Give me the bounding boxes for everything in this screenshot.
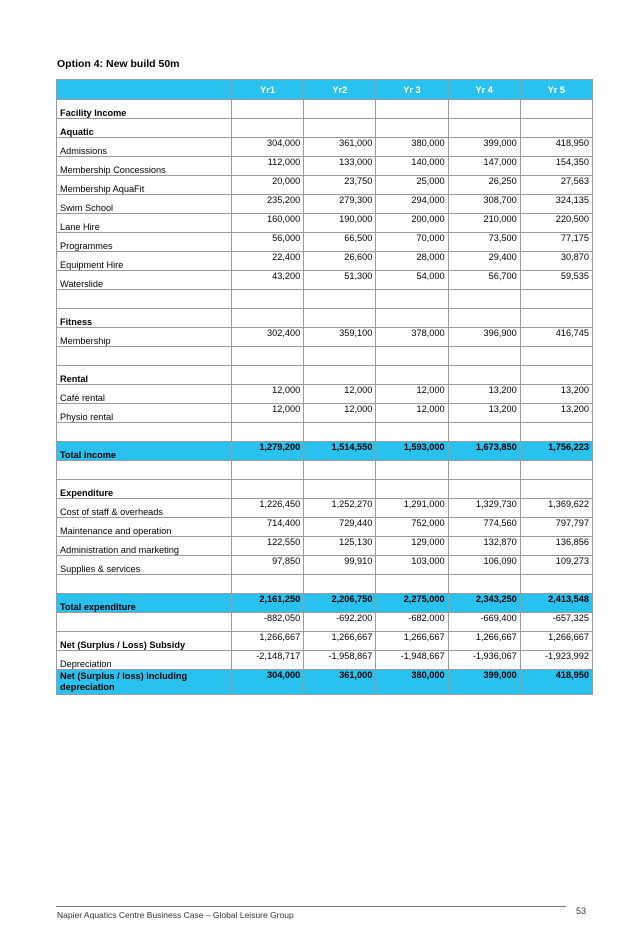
cell-year-4: 1,329,730 (448, 499, 520, 518)
table-row (57, 195, 593, 214)
cell-year-2: 23,750 (304, 176, 376, 195)
cell-year-2 (304, 423, 376, 442)
cell-year-2: 133,000 (304, 157, 376, 176)
cell-year-3: 380,000 (376, 670, 448, 695)
header-blank-cell (57, 80, 232, 100)
cell-year-3: 2,275,000 (376, 594, 448, 613)
row-label: Membership Concessions (57, 157, 232, 176)
cell-year-4: 1,673,850 (448, 442, 520, 461)
cell-year-2 (304, 290, 376, 309)
cell-year-5: 416,745 (520, 328, 592, 347)
cell-year-5: 59,535 (520, 271, 592, 290)
cell-year-3: -682,000 (376, 613, 448, 632)
cell-year-3 (376, 309, 448, 328)
table-row (57, 119, 593, 138)
cell-year-3: 380,000 (376, 138, 448, 157)
row-label: Maintenance and operation (57, 518, 232, 537)
cell-year-1: 1,226,450 (232, 499, 304, 518)
cell-year-2: 51,300 (304, 271, 376, 290)
table-row (57, 632, 593, 651)
cell-year-3: 54,000 (376, 271, 448, 290)
cell-year-1 (232, 100, 304, 119)
cell-year-5 (520, 366, 592, 385)
total-row (57, 594, 593, 613)
cell-year-1: 304,000 (232, 670, 304, 695)
cell-year-1: 112,000 (232, 157, 304, 176)
cell-year-3: 140,000 (376, 157, 448, 176)
cell-year-5 (520, 119, 592, 138)
table-row (57, 423, 593, 442)
cell-year-1: 714,400 (232, 518, 304, 537)
cell-year-1: 20,000 (232, 176, 304, 195)
cell-year-4 (448, 461, 520, 480)
cell-year-4: 132,870 (448, 537, 520, 556)
cell-year-3: 1,266,667 (376, 632, 448, 651)
table-row (57, 347, 593, 366)
cell-year-4: 308,700 (448, 195, 520, 214)
cell-year-5: 1,369,622 (520, 499, 592, 518)
table-row (57, 556, 593, 575)
row-label (57, 575, 232, 594)
cell-year-2 (304, 119, 376, 138)
row-label: Lane Hire (57, 214, 232, 233)
cell-year-3: 294,000 (376, 195, 448, 214)
row-label: Physio rental (57, 404, 232, 423)
row-label: Cost of staff & overheads (57, 499, 232, 518)
cell-year-2: 1,252,270 (304, 499, 376, 518)
cell-year-4: 396,900 (448, 328, 520, 347)
table-row (57, 100, 593, 119)
cell-year-1: 12,000 (232, 404, 304, 423)
cell-year-2: 359,100 (304, 328, 376, 347)
cell-year-3: 378,000 (376, 328, 448, 347)
row-label: Waterslide (57, 271, 232, 290)
table-row (57, 252, 593, 271)
cell-year-5: -657,325 (520, 613, 592, 632)
total-row (57, 442, 593, 461)
cell-year-2: 190,000 (304, 214, 376, 233)
cell-year-4: 210,000 (448, 214, 520, 233)
cell-year-5: 324,135 (520, 195, 592, 214)
cell-year-1: 22,400 (232, 252, 304, 271)
cell-year-1: 1,266,667 (232, 632, 304, 651)
cell-year-3: 12,000 (376, 404, 448, 423)
cell-year-5: 109,273 (520, 556, 592, 575)
cell-year-2: 66,500 (304, 233, 376, 252)
cell-year-1: 304,000 (232, 138, 304, 157)
cell-year-3: 25,000 (376, 176, 448, 195)
header-year-1: Yr1 (232, 80, 304, 100)
cell-year-2 (304, 366, 376, 385)
header-year-5: Yr 5 (520, 80, 592, 100)
cell-year-1: 43,200 (232, 271, 304, 290)
cell-year-3 (376, 480, 448, 499)
row-label (57, 461, 232, 480)
cell-year-2 (304, 309, 376, 328)
table-body (57, 100, 593, 695)
cell-year-4 (448, 347, 520, 366)
total-row (57, 670, 593, 695)
row-label: Equipment Hire (57, 252, 232, 271)
row-label: Fitness (57, 309, 232, 328)
cell-year-3: 70,000 (376, 233, 448, 252)
cell-year-4: 56,700 (448, 271, 520, 290)
cell-year-1 (232, 575, 304, 594)
cell-year-1: 302,400 (232, 328, 304, 347)
cell-year-5 (520, 290, 592, 309)
table-row (57, 214, 593, 233)
cell-year-2: -692,200 (304, 613, 376, 632)
cell-year-3: 1,593,000 (376, 442, 448, 461)
cell-year-2: 1,514,550 (304, 442, 376, 461)
cell-year-5: -1,923,992 (520, 651, 592, 670)
cell-year-5: 418,950 (520, 670, 592, 695)
cell-year-2: -1,958,867 (304, 651, 376, 670)
cell-year-2: 1,266,667 (304, 632, 376, 651)
cell-year-4: -1,936,067 (448, 651, 520, 670)
cell-year-5: 1,266,667 (520, 632, 592, 651)
cell-year-3 (376, 461, 448, 480)
table-row (57, 480, 593, 499)
row-label: Café rental (57, 385, 232, 404)
footer-text: Napier Aquatics Centre Business Case – Global Leisure Group (57, 910, 294, 920)
row-label: Swim School (57, 195, 232, 214)
cell-year-2: 279,300 (304, 195, 376, 214)
cell-year-5: 797,797 (520, 518, 592, 537)
cell-year-2: 361,000 (304, 138, 376, 157)
cell-year-3: 200,000 (376, 214, 448, 233)
header-year-3: Yr 3 (376, 80, 448, 100)
header-year-4: Yr 4 (448, 80, 520, 100)
cell-year-4: 399,000 (448, 138, 520, 157)
table-row (57, 271, 593, 290)
cell-year-4: -669,400 (448, 613, 520, 632)
cell-year-1: -882,050 (232, 613, 304, 632)
row-label (57, 423, 232, 442)
table-header-row (57, 80, 593, 100)
cell-year-1: 160,000 (232, 214, 304, 233)
cell-year-5: 13,200 (520, 404, 592, 423)
financial-table (56, 79, 593, 695)
cell-year-5: 418,950 (520, 138, 592, 157)
cell-year-5: 220,500 (520, 214, 592, 233)
cell-year-2: 12,000 (304, 404, 376, 423)
row-label: Total income (57, 442, 232, 461)
cell-year-4: 1,266,667 (448, 632, 520, 651)
cell-year-5 (520, 575, 592, 594)
row-label (57, 290, 232, 309)
cell-year-2 (304, 347, 376, 366)
cell-year-1: 12,000 (232, 385, 304, 404)
cell-year-4 (448, 366, 520, 385)
cell-year-4 (448, 119, 520, 138)
page-number: 53 (576, 906, 587, 916)
table-row (57, 366, 593, 385)
row-label: Membership (57, 328, 232, 347)
cell-year-3: 28,000 (376, 252, 448, 271)
cell-year-4 (448, 575, 520, 594)
cell-year-3 (376, 366, 448, 385)
cell-year-1 (232, 119, 304, 138)
cell-year-2: 2,206,750 (304, 594, 376, 613)
cell-year-1 (232, 480, 304, 499)
table-row (57, 651, 593, 670)
cell-year-1 (232, 309, 304, 328)
cell-year-4: 73,500 (448, 233, 520, 252)
cell-year-3: 752,000 (376, 518, 448, 537)
cell-year-3 (376, 575, 448, 594)
cell-year-5 (520, 480, 592, 499)
cell-year-2: 26,600 (304, 252, 376, 271)
table-row (57, 461, 593, 480)
table-row (57, 290, 593, 309)
cell-year-4 (448, 480, 520, 499)
cell-year-4: 774,560 (448, 518, 520, 537)
table-row (57, 537, 593, 556)
header-year-2: Yr2 (304, 80, 376, 100)
row-label: Depreciation (57, 651, 232, 670)
cell-year-3 (376, 100, 448, 119)
cell-year-4 (448, 290, 520, 309)
row-label: Net (Surplus / Loss) Subsidy (57, 632, 232, 651)
cell-year-4: 26,250 (448, 176, 520, 195)
cell-year-4: 13,200 (448, 385, 520, 404)
cell-year-1: 122,550 (232, 537, 304, 556)
row-label (57, 613, 232, 632)
cell-year-1: 97,850 (232, 556, 304, 575)
cell-year-3: 1,291,000 (376, 499, 448, 518)
cell-year-1: 1,279,200 (232, 442, 304, 461)
cell-year-2 (304, 461, 376, 480)
table-row (57, 518, 593, 537)
row-label: Supplies & services (57, 556, 232, 575)
row-label: Programmes (57, 233, 232, 252)
cell-year-1 (232, 423, 304, 442)
cell-year-4 (448, 100, 520, 119)
row-label: Total expenditure (57, 594, 232, 613)
cell-year-2: 729,440 (304, 518, 376, 537)
table-row (57, 157, 593, 176)
cell-year-1: 2,161,250 (232, 594, 304, 613)
cell-year-5: 27,563 (520, 176, 592, 195)
cell-year-1 (232, 347, 304, 366)
cell-year-1: 235,200 (232, 195, 304, 214)
cell-year-5: 154,350 (520, 157, 592, 176)
cell-year-4: 29,400 (448, 252, 520, 271)
cell-year-5 (520, 100, 592, 119)
cell-year-5: 77,175 (520, 233, 592, 252)
cell-year-3: 129,000 (376, 537, 448, 556)
cell-year-5: 30,870 (520, 252, 592, 271)
row-label: Admissions (57, 138, 232, 157)
cell-year-3 (376, 290, 448, 309)
cell-year-3: -1,948,667 (376, 651, 448, 670)
row-label: Rental (57, 366, 232, 385)
cell-year-2: 125,130 (304, 537, 376, 556)
cell-year-4: 2,343,250 (448, 594, 520, 613)
cell-year-1 (232, 461, 304, 480)
cell-year-5: 2,413,548 (520, 594, 592, 613)
cell-year-1: 56,000 (232, 233, 304, 252)
table-row (57, 309, 593, 328)
cell-year-4: 147,000 (448, 157, 520, 176)
cell-year-5 (520, 347, 592, 366)
cell-year-2 (304, 575, 376, 594)
row-label: Facility Income (57, 100, 232, 119)
cell-year-2 (304, 100, 376, 119)
cell-year-1 (232, 290, 304, 309)
cell-year-5: 1,756,223 (520, 442, 592, 461)
cell-year-4: 13,200 (448, 404, 520, 423)
row-label: Net (Surplus / loss) including depreciation (57, 670, 232, 695)
row-label: Expenditure (57, 480, 232, 499)
table-row (57, 499, 593, 518)
table-row (57, 404, 593, 423)
cell-year-5 (520, 461, 592, 480)
cell-year-4 (448, 309, 520, 328)
table-row (57, 575, 593, 594)
table-row (57, 613, 593, 632)
cell-year-2: 99,910 (304, 556, 376, 575)
section-title: Option 4: New build 50m (57, 58, 180, 70)
table-row (57, 138, 593, 157)
row-label: Aquatic (57, 119, 232, 138)
cell-year-3 (376, 347, 448, 366)
row-label: Membership AquaFit (57, 176, 232, 195)
footer-rule (56, 906, 566, 907)
cell-year-2 (304, 480, 376, 499)
cell-year-4 (448, 423, 520, 442)
cell-year-1: -2,148,717 (232, 651, 304, 670)
cell-year-2: 361,000 (304, 670, 376, 695)
row-label (57, 347, 232, 366)
cell-year-4: 399,000 (448, 670, 520, 695)
table-row (57, 385, 593, 404)
table-row (57, 176, 593, 195)
row-label: Administration and marketing (57, 537, 232, 556)
cell-year-3: 12,000 (376, 385, 448, 404)
cell-year-5: 13,200 (520, 385, 592, 404)
cell-year-5: 136,856 (520, 537, 592, 556)
cell-year-5 (520, 309, 592, 328)
cell-year-3 (376, 119, 448, 138)
cell-year-3: 103,000 (376, 556, 448, 575)
cell-year-1 (232, 366, 304, 385)
table-row (57, 328, 593, 347)
cell-year-4: 106,090 (448, 556, 520, 575)
cell-year-5 (520, 423, 592, 442)
cell-year-2: 12,000 (304, 385, 376, 404)
cell-year-3 (376, 423, 448, 442)
table-row (57, 233, 593, 252)
